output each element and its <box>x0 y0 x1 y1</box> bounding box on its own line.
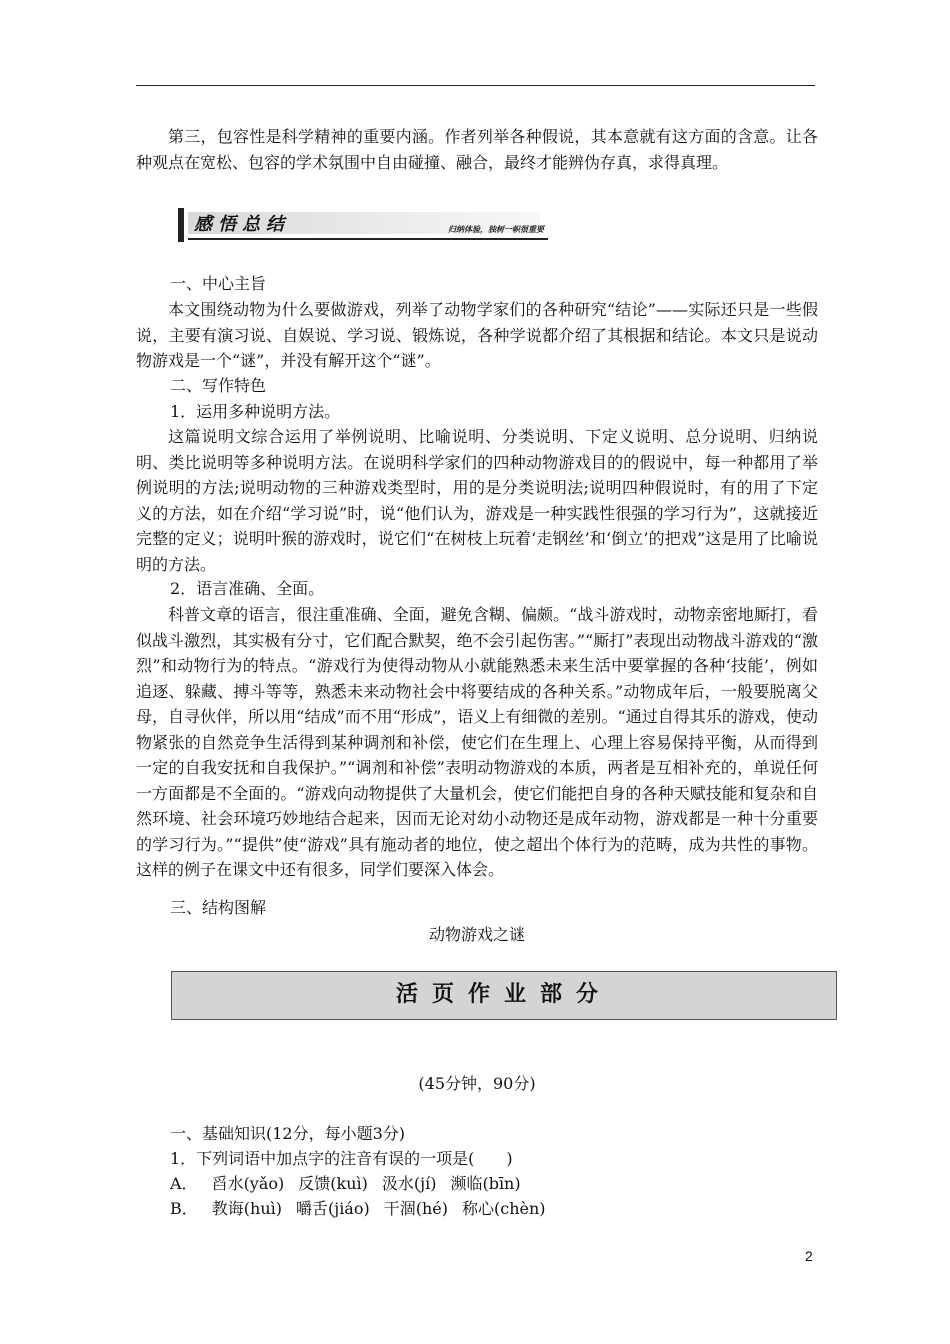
point1-body: 这篇说明文综合运用了举例说明、比喻说明、分类说明、下定义说明、总分说明、归纳说明、类比说明等多种说明方法。在说明科学家们的四种动物游戏目的的假说中，每一种都用了举例说明的方法;说明动物的三种游戏类型时，用的是分类说明法;说明四种假说时，有的用了下定义的方法，如在介绍“学习说”时，说“他们认为，游戏是一种实践性很强的学习行为”，这就接近完整的定义；说明叶猴的游戏时，说它们“在树枝上玩着‘走钢丝’和‘倒立’的把戏”这是用了比喻说明的方法。 <box>136 427 818 574</box>
option-b-label: B． <box>170 1199 198 1218</box>
section3-heading: 三、结构图解 <box>170 898 267 917</box>
option-b-word-4: 称心(chèn) <box>462 1199 546 1218</box>
section1-body: 本文围绕动物为什么要做游戏，列举了动物学家们的各种研究“结论”——实际还只是一些假说，主要有演习说、自娱说、学习说、锻炼说，各种学说都介绍了其根据和结论。本文只是说动物游戏是一个“谜”，并没有解开这个“谜”。 <box>136 300 818 370</box>
option-b-word-2: 嚼舌(jiáo) <box>295 1199 370 1218</box>
banner-bar <box>178 208 184 242</box>
question-1: 1．下列词语中加点字的注音有误的一项是( ) <box>170 1149 513 1168</box>
part1-heading: 一、基础知识(12分，每小题3分) <box>170 1124 406 1143</box>
option-a-word-1: 舀水(yǎo) <box>211 1174 285 1193</box>
intro-paragraph: 第三，包容性是科学精神的重要内涵。作者列举各种假说，其本意就有这方面的含意。让各种观点在宽松、包容的学术氛围中自由碰撞、融合，最终才能辨伪存真，求得真理。 <box>136 127 818 172</box>
homework-banner <box>171 971 837 1020</box>
homework-banner-title: 活页作业部分 <box>395 982 612 1007</box>
time-score: (45分钟，90分) <box>418 1074 536 1093</box>
banner-subtitle: 归纳体验，独树一帜很重要 <box>448 225 544 234</box>
point2-title: 2．语言准确、全面。 <box>170 579 325 598</box>
banner-title: 感悟总结 <box>194 214 290 235</box>
point2-body: 科普文章的语言，很注重准确、全面，避免含糊、偏颇。“战斗游戏时，动物亲密地厮打，看似战斗激烈，其实极有分寸，它们配合默契，绝不会引起伤害。”“厮打”表现出动物战斗游戏的“激烈”和动物行为的特点。“游戏行为使得动物从小就能熟悉未来生活中要掌握的各种‘技能’，例如追逐、躲藏、搏斗等等，熟悉未来动物社会中将要结成的各种关系。”动物成年后，一般要脱离父母，自寻伙伴，所以用“结成”而不用“形成”，语义上有细微的差别。“通过自得其乐的游戏，使动物紧张的自然竞争生活得到某种调剂和补偿，使它们在生理上、心理上容易保持平衡，从而得到一定的自我安抚和自我保护。”“调剂和补偿”表明动物游戏的本质，两者是互相补充的，单说任何一方面都是不全面的。“游戏向动物提供了大量机会，使它们能把自身的各种天赋技能和复杂和自然环境、社会环境巧妙地结合起来，因而无论对幼小动物还是成年动物，游戏都是一种十分重要的学习行为。”“提供”使“游戏”具有施动者的地位，使之超出个体行为的范畴，成为共性的事物。这样的例子在课文中还有很多，同学们要深入体会。 <box>136 605 818 879</box>
option-a-label: A． <box>170 1174 198 1193</box>
header-rule <box>136 85 815 86</box>
section1-heading: 一、中心主旨 <box>170 274 267 293</box>
option-b-word-1: 教诲(huì) <box>211 1199 282 1218</box>
option-a-word-2: 反馈(kuì) <box>298 1174 368 1193</box>
option-a-word-4: 濒临(bīn) <box>450 1174 521 1193</box>
section-banner <box>178 208 550 242</box>
option-a-word-3: 汲水(jí) <box>381 1174 437 1193</box>
page-number: 2 <box>805 1248 813 1264</box>
option-b <box>170 1196 560 1221</box>
diagram-title: 动物游戏之谜 <box>428 925 525 944</box>
point1-title: 1．运用多种说明方法。 <box>170 402 341 421</box>
option-a <box>170 1171 535 1196</box>
section2-heading: 二、写作特色 <box>170 376 267 395</box>
option-b-word-3: 干涸(hé) <box>383 1199 448 1218</box>
